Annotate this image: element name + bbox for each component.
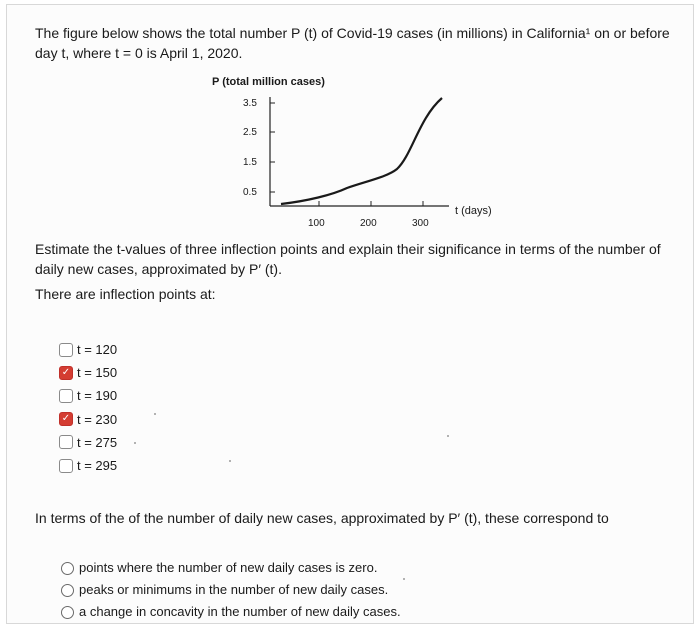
choice-label: t = 275 [77,434,118,450]
choice-label: t = 120 [77,342,118,357]
x-axis-label: t (days) [455,205,492,217]
x-tick-label-100: 100 [308,218,325,229]
significance-options [61,557,401,623]
speck [154,413,156,415]
option-change-concavity[interactable] [61,601,401,623]
question-line-1: Estimate the t-values of three inflection points and explain their significance in terms of the number of [35,241,661,257]
x-tick-label-300: 300 [412,218,429,229]
choice-t-295[interactable] [59,454,117,477]
choice-t-190[interactable] [59,384,117,407]
speck [229,460,231,462]
choice-label: t = 295 [77,457,118,473]
radio-button[interactable] [61,606,74,619]
terms-text: In terms of the of the number of daily new cases, approximated by P′ (t), these correspond to [35,510,609,526]
case-graph [207,73,507,233]
speck [447,435,449,437]
option-peaks-minimums[interactable] [61,579,401,601]
question-panel [6,4,694,624]
speck [403,578,405,580]
choice-label: t = 190 [77,388,118,404]
checkbox[interactable] [59,389,73,403]
intro-text [35,23,675,63]
y-tick-label-3.5: 3.5 [243,98,257,109]
option-zero-cases[interactable] [61,557,401,579]
case-graph-svg [207,73,507,233]
choice-t-120[interactable] [59,338,117,361]
y-tick-label-1.5: 1.5 [243,157,257,168]
speck [134,442,136,444]
checkbox[interactable] [59,343,73,357]
cases-curve [281,98,442,204]
option-label: a change in concavity in the number of new daily cases. [79,604,401,619]
choice-t-230[interactable] [59,408,117,431]
y-axis-label: P (total million cases) [212,76,325,88]
checkbox-checked[interactable] [59,366,73,380]
intro-line-1: The figure below shows the total number P (t) of Covid-19 cases (in millions) in California¹ on or before [35,25,670,41]
checkmark-icon: ✓ [61,366,71,378]
inflection-choices [59,338,117,477]
y-tick-label-2.5: 2.5 [243,127,257,138]
choice-label: t = 230 [77,411,118,427]
x-tick-label-200: 200 [360,218,377,229]
checkbox[interactable] [59,459,73,473]
choice-t-275[interactable] [59,431,117,454]
option-label: peaks or minimums in the number of new daily cases. [79,582,389,597]
y-tick-label-0.5: 0.5 [243,187,257,198]
choice-t-150[interactable] [59,361,117,384]
option-label: points where the number of new daily cases is zero. [79,560,378,575]
question-line-2: daily new cases, approximated by P′ (t). [35,261,282,277]
choice-label: t = 150 [77,365,118,381]
radio-button[interactable] [61,562,74,575]
answer-intro: There are inflection points at: [35,286,216,302]
intro-line-2: day t, where t = 0 is April 1, 2020. [35,45,243,61]
radio-button[interactable] [61,584,74,597]
question-text [35,239,675,279]
checkmark-icon: ✓ [61,413,71,425]
checkbox[interactable] [59,435,73,449]
checkbox-checked[interactable] [59,412,73,426]
